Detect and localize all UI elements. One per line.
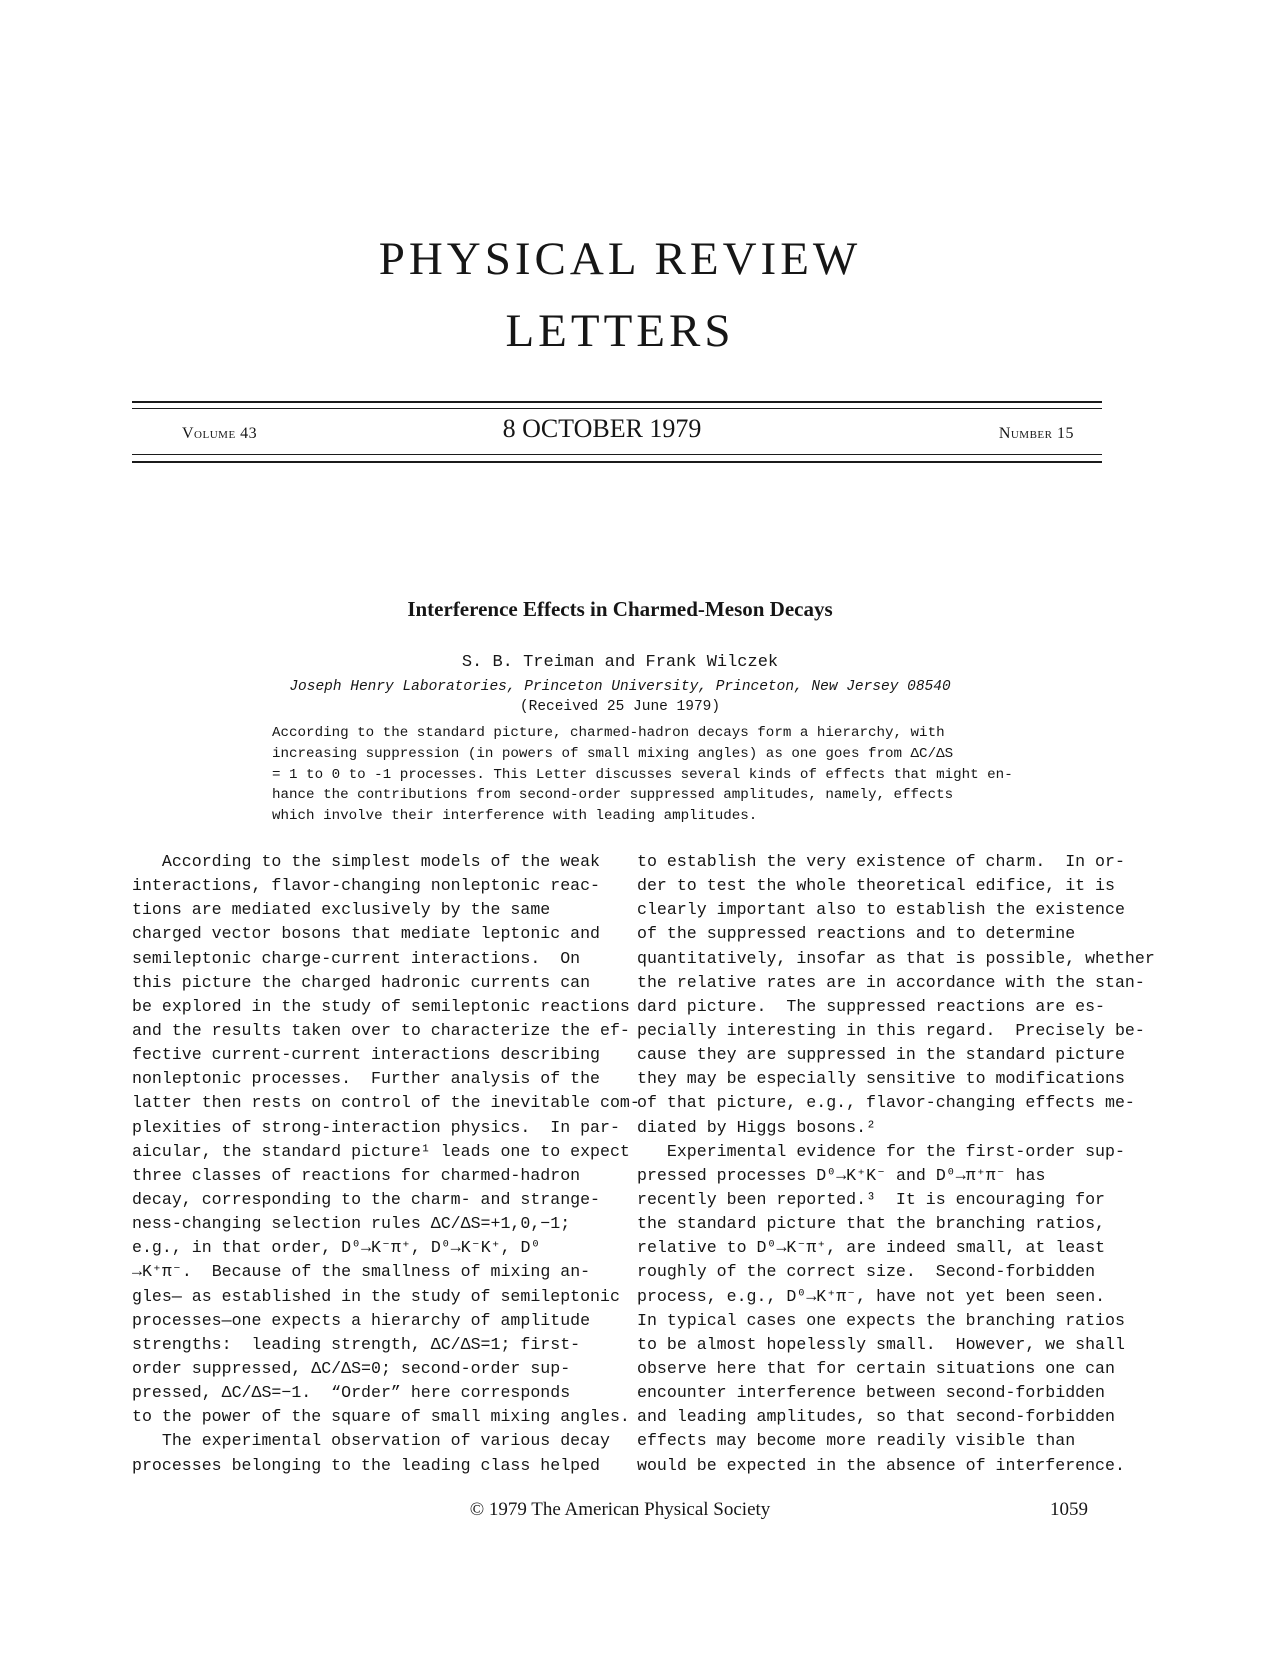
body-line: relative to D⁰→K⁻π⁺, are indeed small, at least (637, 1238, 1106, 1258)
body-line: strengths: leading strength, ΔC/ΔS=1; first- (132, 1334, 581, 1354)
body-line: this picture the charged hadronic currents can (132, 972, 591, 992)
header-rule (132, 461, 1102, 463)
body-line: aicular, the standard picture¹ leads one to expect (132, 1141, 630, 1161)
body-line: encounter interference between second-forbidden (637, 1383, 1106, 1403)
body-line: fective current-current interactions describing (132, 1045, 601, 1065)
volume-label: Volume 43 (182, 425, 258, 442)
body-line: decay, corresponding to the charm- and strange- (132, 1189, 601, 1209)
body-line: pressed processes D⁰→K⁺K⁻ and D⁰→π⁺π⁻ has (637, 1165, 1046, 1185)
body-line: would be expected in the absence of interference. (637, 1455, 1125, 1475)
body-line: latter then rests on control of the inevitable com- (132, 1093, 640, 1113)
issue-number: Number 15 (998, 425, 1074, 442)
body-line: clearly important also to establish the existence (637, 900, 1125, 920)
page-number: 1059 (1050, 1499, 1088, 1520)
body-line: diated by Higgs bosons.² (637, 1117, 876, 1137)
body-line: recently been reported.³ It is encouraging for (637, 1189, 1106, 1209)
body-line: roughly of the correct size. Second-forbidden (637, 1262, 1096, 1282)
journal-title-line2: LETTERS (505, 305, 735, 357)
body-line: of the suppressed reactions and to determine (637, 924, 1076, 944)
body-line: pressed, ΔC/ΔS=−1. “Order” here corresponds (132, 1383, 571, 1403)
body-line: Experimental evidence for the first-order sup- (637, 1141, 1125, 1161)
affiliation: Joseph Henry Laboratories, Princeton University, Princeton, New Jersey 08540 (289, 679, 951, 695)
body-line: ness-changing selection rules ΔC/ΔS=+1,0,−1; (132, 1214, 571, 1234)
body-line: order suppressed, ΔC/ΔS=0; second-order sup- (132, 1358, 571, 1378)
journal-title-line1: PHYSICAL REVIEW (378, 233, 862, 285)
body-line: According to the simplest models of the weak (132, 852, 601, 871)
body-line: dard picture. The suppressed reactions are es- (637, 996, 1106, 1016)
body-line: they may be especially sensitive to modifications (637, 1069, 1125, 1089)
body-line: observe here that for certain situations one can (637, 1358, 1115, 1378)
body-line: der to test the whole theoretical edifice, it is (637, 876, 1115, 896)
body-line: semileptonic charge-current interactions. On (132, 948, 581, 968)
authors: S. B. Treiman and Frank Wilczek (461, 653, 779, 672)
body-line: pecially interesting in this regard. Precisely be- (637, 1020, 1145, 1040)
body-line: plexities of strong-interaction physics. In par- (132, 1117, 620, 1137)
body-line: The experimental observation of various decay (132, 1431, 610, 1451)
abstract-line: hance the contributions from second-order suppressed amplitudes, namely, effects (272, 787, 954, 804)
issue-date: 8 OCTOBER 1979 (502, 414, 702, 443)
body-line: quantitatively, insofar as that is possible, whether (637, 948, 1155, 968)
body-line: processes—one expects a hierarchy of amplitude (132, 1310, 591, 1330)
body-line: to the power of the square of small mixing angles. (132, 1407, 630, 1427)
body-line: gles— as established in the study of semileptonic (132, 1286, 620, 1306)
copyright-notice: © 1979 The American Physical Society (469, 1499, 771, 1520)
body-column-right (637, 850, 1155, 1478)
body-line: interactions, flavor-changing nonleptonic reac- (132, 876, 601, 896)
header-rule (132, 401, 1102, 403)
body-line: three classes of reactions for charmed-hadron (132, 1165, 581, 1185)
abstract-line: which involve their interference with leading amplitudes. (272, 808, 758, 825)
body-line: process, e.g., D⁰→K⁺π⁻, have not yet been seen. (637, 1286, 1106, 1306)
body-line: be explored in the study of semileptonic reactions (132, 996, 630, 1016)
body-line: tions are mediated exclusively by the same (132, 900, 551, 920)
issue-line (132, 414, 1102, 448)
body-line: and the results taken over to characterize the ef- (132, 1020, 630, 1040)
body-line: the standard picture that the branching ratios, (637, 1214, 1106, 1234)
abstract (272, 723, 1013, 827)
body-line: In typical cases one expects the branching ratios (637, 1310, 1125, 1330)
article-title: Interference Effects in Charmed-Meson Decays (407, 597, 833, 621)
body-column-left (132, 850, 640, 1478)
body-line: to establish the very existence of charm. In or- (637, 852, 1125, 871)
body-line: processes belonging to the leading class helped (132, 1455, 601, 1475)
body-line: →K⁺π⁻. Because of the smallness of mixing an- (132, 1262, 591, 1282)
body-line: charged vector bosons that mediate leptonic and (132, 924, 601, 944)
body-line: the relative rates are in accordance with the stan- (637, 972, 1145, 992)
body-line: e.g., in that order, D⁰→K⁻π⁺, D⁰→K⁻K⁺, D⁰ (132, 1238, 541, 1258)
abstract-line: increasing suppression (in powers of small mixing angles) as one goes from ΔC/ΔS (272, 745, 954, 762)
body-line: nonleptonic processes. Further analysis of the (132, 1069, 601, 1089)
body-line: cause they are suppressed in the standard picture (637, 1045, 1125, 1065)
received-date: (Received 25 June 1979) (519, 699, 721, 715)
body-line: effects may become more readily visible than (637, 1431, 1076, 1451)
body-line: of that picture, e.g., flavor-changing effects me- (637, 1093, 1135, 1113)
header-rule (132, 408, 1102, 409)
body-line: to be almost hopelessly small. However, we shall (637, 1334, 1125, 1354)
header-rule (132, 454, 1102, 455)
abstract-line: = 1 to 0 to -1 processes. This Letter discusses several kinds of effects that might en- (272, 766, 1013, 783)
abstract-line: According to the standard picture, charmed-hadron decays form a hierarchy, with (272, 725, 945, 741)
body-line: and leading amplitudes, so that second-forbidden (637, 1407, 1115, 1427)
